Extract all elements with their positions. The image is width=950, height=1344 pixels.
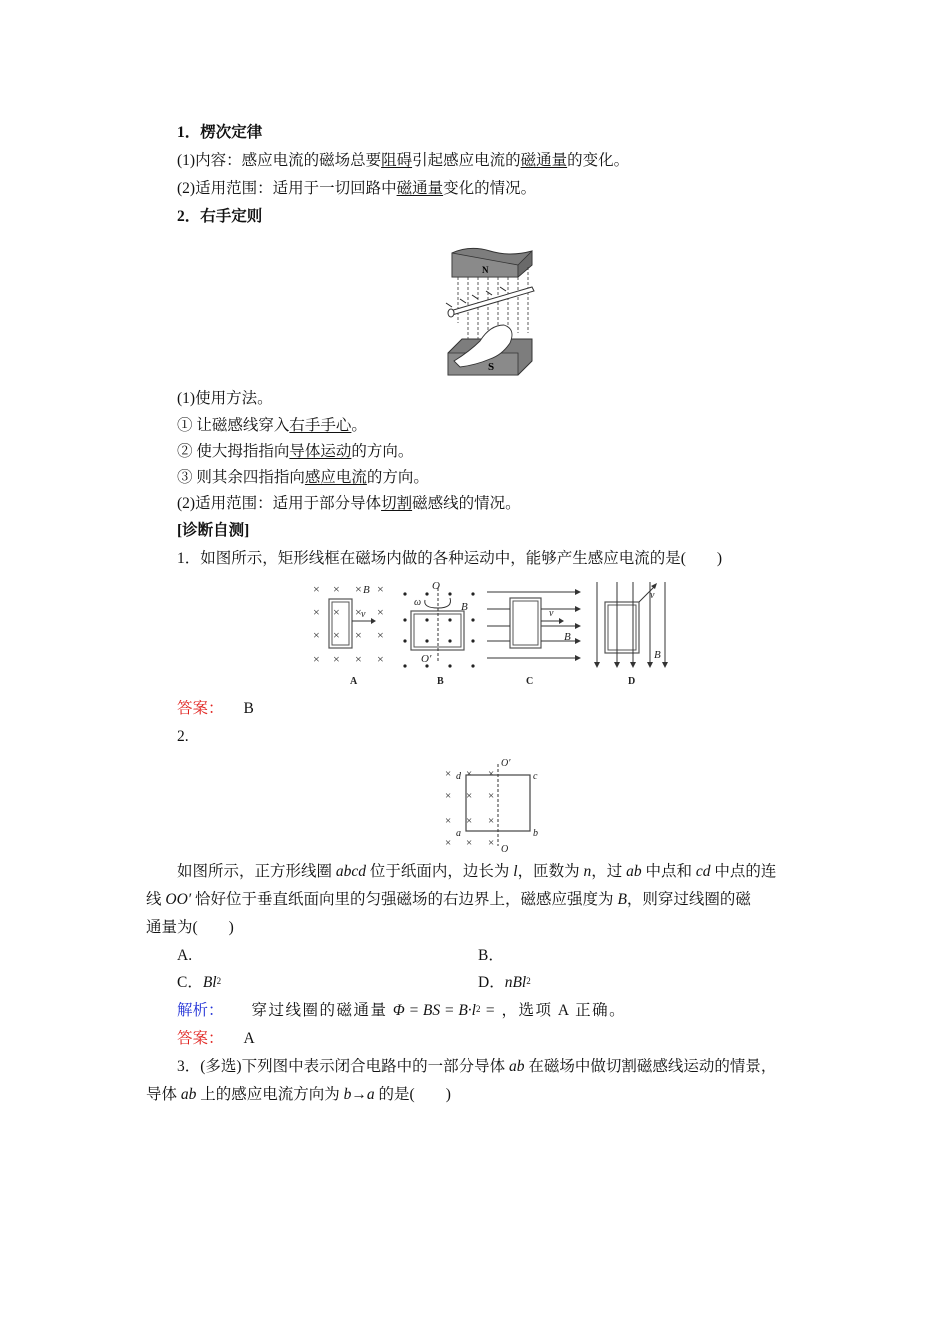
- svg-text:B: B: [564, 631, 571, 643]
- text: 3．(多选)下列图中表示闭合电路中的一部分导体: [177, 1058, 509, 1075]
- svg-text:×: ×: [466, 768, 473, 780]
- text: 如图所示，正方形线圈: [177, 863, 336, 880]
- svg-text:×: ×: [377, 582, 384, 596]
- svg-text:×: ×: [466, 837, 473, 849]
- magnet-n-label: N: [482, 265, 489, 275]
- svg-text:v: v: [549, 608, 554, 619]
- section-title-right-hand-rule: 2．右手定则: [177, 208, 263, 225]
- text: ，匝数为: [517, 863, 584, 880]
- underlined-term: 切割: [381, 495, 413, 512]
- svg-text:×: ×: [355, 582, 362, 596]
- diagnosis-title: [诊断自测]: [177, 522, 250, 539]
- corner-b-label: b: [533, 828, 538, 839]
- variable: OO′: [165, 891, 192, 908]
- svg-text:B: B: [654, 649, 661, 661]
- question-2-figure: [440, 754, 550, 854]
- exponent: 2: [526, 976, 531, 986]
- text: 引起感应电流的: [412, 152, 521, 169]
- variable: ab: [626, 863, 642, 880]
- question-1-text: 1．如图所示，矩形线框在磁场内做的各种运动中，能够产生感应电流的是( ): [177, 550, 723, 567]
- lenz-scope: [177, 179, 536, 199]
- option-b: B．: [478, 947, 504, 964]
- question-1-figure: [305, 578, 675, 690]
- question-2-text-line-3: 通量为( ): [146, 919, 234, 936]
- question-1-answer: [177, 699, 254, 719]
- omega-label: ω: [414, 597, 422, 608]
- text: 磁感线的情况。: [412, 495, 521, 512]
- option-value: Bl: [202, 974, 217, 991]
- svg-text:v: v: [361, 609, 366, 620]
- question-3-text-line-2: [146, 1085, 451, 1105]
- variable: cd: [695, 863, 711, 880]
- svg-text:×: ×: [377, 628, 384, 642]
- text: 在磁场中做切割磁感线运动的情景，: [524, 1058, 777, 1075]
- svg-text:×: ×: [445, 815, 452, 827]
- answer-value: B: [243, 700, 254, 717]
- question-2-answer: [177, 1029, 255, 1049]
- svg-text:×: ×: [355, 605, 362, 619]
- svg-text:B: B: [363, 584, 370, 596]
- underlined-term: 磁通量: [396, 180, 444, 197]
- svg-text:×: ×: [333, 628, 340, 642]
- current-direction: b→a: [343, 1086, 375, 1103]
- option-value: nBl: [504, 974, 527, 991]
- svg-text:×: ×: [313, 628, 320, 642]
- question-3-text-line-1: [177, 1057, 776, 1077]
- option-label: C．: [177, 974, 203, 991]
- text: 的变化。: [567, 152, 630, 169]
- answer-label: 答案：: [177, 700, 224, 717]
- underlined-term: 右手手心: [289, 417, 352, 434]
- option-label: D．: [478, 974, 505, 991]
- axis-o-prime-label: O′: [421, 653, 432, 665]
- text: (2)适用范围：适用于一切回路中: [177, 180, 397, 197]
- svg-text:×: ×: [333, 582, 340, 596]
- text: (2)适用范围：适用于部分导体: [177, 495, 382, 512]
- variable: n: [583, 863, 592, 880]
- underlined-term: 感应电流: [304, 469, 367, 486]
- text: 中点的连: [710, 863, 777, 880]
- svg-text:×: ×: [333, 605, 340, 619]
- panel-d: [594, 582, 668, 687]
- text: 导体: [146, 1086, 181, 1103]
- svg-text:×: ×: [445, 768, 452, 780]
- usage-step-1: [177, 416, 367, 436]
- variable: ab: [180, 1086, 197, 1103]
- variable: B: [617, 891, 627, 908]
- svg-text:×: ×: [313, 582, 320, 596]
- panel-c: [487, 589, 581, 687]
- text: 的方向。: [351, 443, 414, 460]
- panel-a: [313, 582, 384, 687]
- right-hand-scope: [177, 494, 521, 514]
- text: 位于纸面内，边长为: [366, 863, 514, 880]
- variable: abcd: [335, 863, 367, 880]
- underlined-term: 导体运动: [289, 443, 352, 460]
- svg-text:×: ×: [488, 837, 495, 849]
- svg-text:×: ×: [445, 790, 452, 802]
- option-d: [478, 973, 531, 993]
- answer-value: A: [243, 1030, 255, 1047]
- text: 线: [146, 891, 166, 908]
- text: ，过: [591, 863, 627, 880]
- text: 穿过线圈的磁通量: [251, 1002, 393, 1019]
- svg-text:×: ×: [377, 605, 384, 619]
- panel-label-c: C: [526, 676, 534, 687]
- analysis-label: 解析：: [177, 1002, 224, 1019]
- right-hand-rule-figure: [440, 243, 540, 378]
- text: 。: [351, 417, 367, 434]
- svg-text:×: ×: [445, 837, 452, 849]
- variable: l: [513, 863, 518, 880]
- svg-text:×: ×: [377, 652, 384, 666]
- text: ③ 则其余四指指向: [177, 469, 305, 486]
- axis-o-prime-label: O′: [501, 758, 511, 769]
- corner-c-label: c: [533, 771, 538, 782]
- question-2-text-line-2: [146, 890, 751, 910]
- exponent: 2: [476, 1004, 481, 1014]
- text: (1)内容：感应电流的磁场总要: [177, 152, 382, 169]
- underlined-term: 磁通量: [520, 152, 568, 169]
- text: 中点和: [641, 863, 696, 880]
- underlined-term: 阻碍: [381, 152, 413, 169]
- usage-title: (1)使用方法。: [177, 390, 273, 407]
- svg-text:×: ×: [313, 652, 320, 666]
- svg-text:×: ×: [466, 790, 473, 802]
- option-c: [177, 973, 221, 993]
- svg-text:×: ×: [355, 628, 362, 642]
- panel-label-a: A: [350, 676, 358, 687]
- corner-d-label: d: [456, 771, 461, 782]
- panel-label-d: D: [628, 676, 636, 687]
- formula: Φ = BS = B·l: [392, 1002, 476, 1019]
- exponent: 2: [216, 976, 222, 986]
- usage-step-2: [177, 442, 413, 462]
- corner-a-label: a: [456, 828, 461, 839]
- text: ② 使大拇指指向: [177, 443, 290, 460]
- usage-step-3: [177, 468, 429, 488]
- svg-text:×: ×: [488, 815, 495, 827]
- question-2-number: 2.: [177, 728, 189, 745]
- svg-text:×: ×: [488, 790, 495, 802]
- svg-text:B: B: [461, 601, 468, 613]
- lenz-content: [177, 151, 629, 171]
- text: 的方向。: [366, 469, 429, 486]
- svg-text:×: ×: [333, 652, 340, 666]
- answer-label: 答案：: [177, 1030, 224, 1047]
- text: 上的感应电流方向为: [196, 1086, 344, 1103]
- svg-text:×: ×: [466, 815, 473, 827]
- question-2-text-line-1: [177, 862, 776, 882]
- text: = ，选项 A 正确。: [480, 1002, 627, 1019]
- svg-text:×: ×: [355, 652, 362, 666]
- variable: ab: [508, 1058, 525, 1075]
- panel-b: [403, 580, 474, 687]
- axis-o-label: O: [432, 580, 440, 592]
- question-2-analysis: [177, 1001, 626, 1021]
- svg-text:×: ×: [488, 768, 495, 780]
- axis-o-label: O: [501, 844, 509, 854]
- text: 恰好位于垂直纸面向里的匀强磁场的右边界上，磁感应强度为: [191, 891, 618, 908]
- text: ① 让磁感线穿入: [177, 417, 290, 434]
- text: 的是( ): [374, 1086, 451, 1103]
- panel-label-b: B: [437, 676, 444, 687]
- option-a: A.: [177, 947, 193, 964]
- text: ，则穿过线圈的磁: [626, 891, 751, 908]
- svg-text:v: v: [650, 590, 655, 601]
- text: 变化的情况。: [443, 180, 537, 197]
- section-title-lenz-law: 1．楞次定律: [177, 124, 263, 141]
- magnet-s-label: S: [488, 361, 495, 373]
- svg-text:×: ×: [313, 605, 320, 619]
